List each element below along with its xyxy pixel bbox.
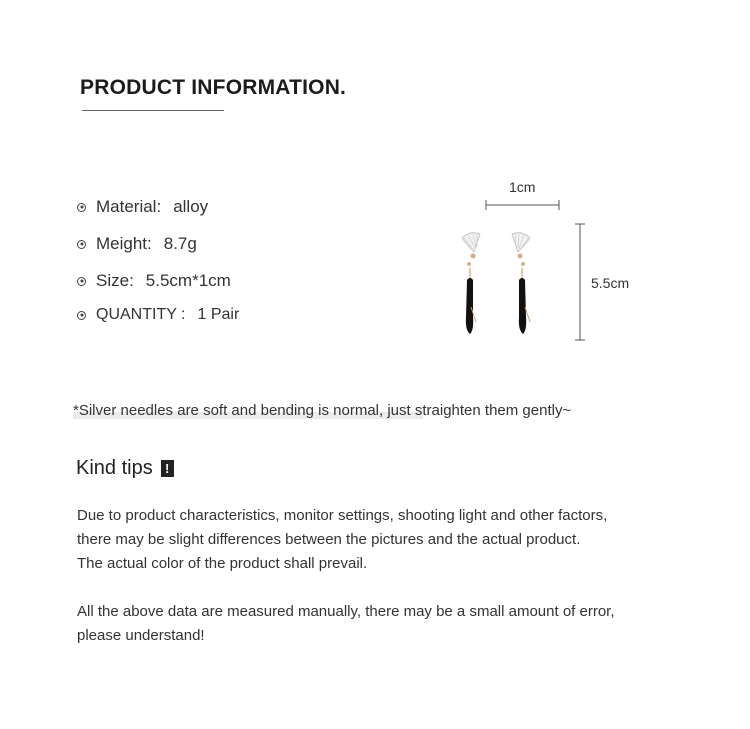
spec-quantity	[77, 306, 239, 324]
bullet-icon	[77, 240, 86, 249]
paragraph-line: Due to product characteristics, monitor settings, shooting light and other factors,	[77, 507, 608, 524]
paragraph-line: there may be slight differences between the pictures and the actual product.	[77, 531, 581, 548]
disclaimer-paragraph	[77, 504, 607, 576]
paragraph-line: All the above data are measured manually, there may be a small amount of error,	[77, 603, 615, 620]
silver-needle-note: *Silver needles are soft and bending is normal, just straighten them gently~	[73, 402, 572, 419]
earring-figure	[440, 172, 660, 352]
spec-value: 8.7g	[163, 234, 197, 253]
width-dimension-label: 1cm	[509, 179, 536, 195]
spec-material	[77, 197, 208, 217]
spec-label: Meight:	[96, 234, 152, 253]
kind-tips-heading	[76, 457, 174, 480]
spec-value: alloy	[173, 197, 209, 216]
spec-value: 5.5cm*1cm	[145, 271, 231, 290]
page-title: PRODUCT INFORMATION.	[80, 76, 347, 99]
height-dimension-label: 5.5cm	[591, 275, 630, 291]
height-dimension-line	[575, 224, 585, 340]
measurement-paragraph	[77, 600, 615, 648]
title-underline	[82, 110, 224, 111]
bullet-icon	[77, 203, 86, 212]
width-dimension-line	[486, 200, 559, 210]
spec-weight	[77, 234, 197, 254]
right-earring	[512, 233, 530, 334]
spec-value: 1 Pair	[197, 306, 240, 323]
spec-size	[77, 271, 231, 291]
exclamation-icon: !	[161, 460, 174, 477]
paragraph-line: The actual color of the product shall prevail.	[77, 555, 368, 572]
left-earring	[462, 233, 480, 334]
paragraph-line: please understand!	[77, 627, 205, 644]
bullet-icon	[77, 311, 86, 320]
kind-tips-title: Kind tips	[76, 457, 153, 479]
spec-label: QUANTITY :	[96, 306, 186, 323]
bullet-icon	[77, 277, 86, 286]
spec-label: Size:	[96, 271, 134, 290]
spec-label: Material:	[96, 197, 162, 216]
